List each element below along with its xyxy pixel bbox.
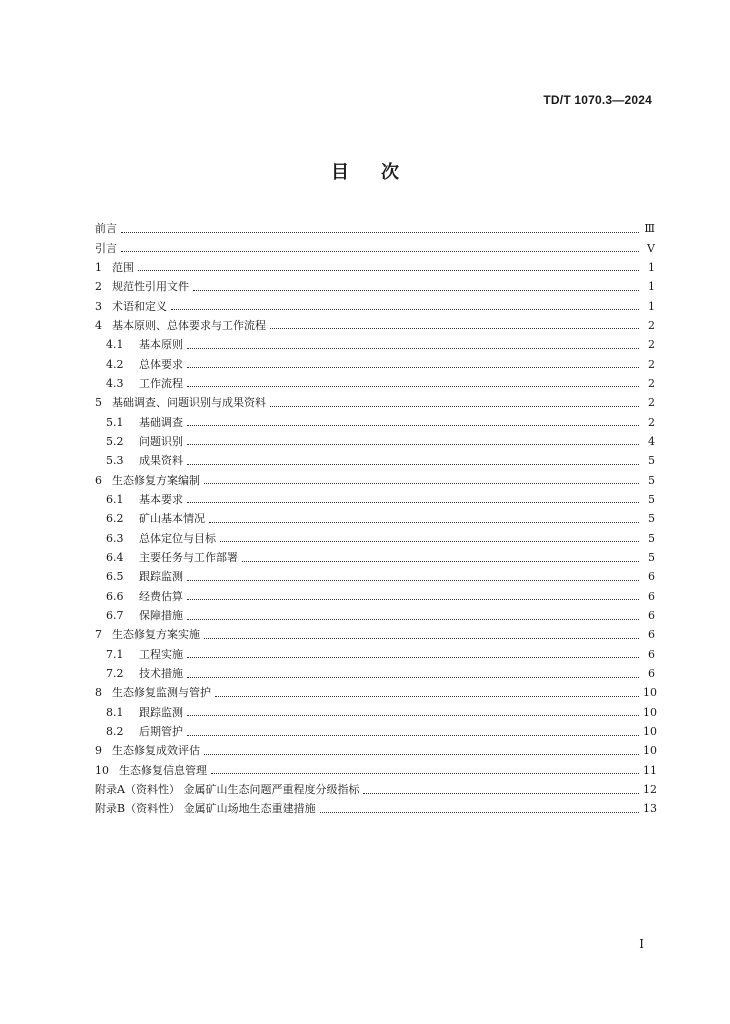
toc-dot-leader xyxy=(363,792,639,794)
toc-entry-number: 6.6 xyxy=(106,589,124,603)
toc-entry[interactable] xyxy=(95,625,655,644)
toc-dot-leader xyxy=(187,385,639,387)
toc-dot-leader xyxy=(193,289,639,291)
toc-entry-page: 6 xyxy=(648,589,655,603)
toc-entry[interactable] xyxy=(95,799,655,818)
toc-entry-title: 成果资料 xyxy=(139,454,183,468)
toc-entry-title: 主要任务与工作部署 xyxy=(139,551,238,565)
toc-entry-page: 5 xyxy=(648,531,655,545)
toc-entry-title: 后期管护 xyxy=(139,725,183,739)
toc-entry[interactable] xyxy=(95,432,655,451)
toc-dot-leader xyxy=(187,347,639,349)
toc-entry[interactable] xyxy=(95,664,655,683)
toc-dot-leader xyxy=(187,424,639,426)
toc-entry-title: 生态修复监测与管护 xyxy=(112,686,211,700)
toc-entry[interactable] xyxy=(95,219,655,238)
toc-dot-leader xyxy=(220,540,639,542)
toc-entry-page: 2 xyxy=(648,318,655,332)
toc-dot-leader xyxy=(187,598,639,600)
document-code: TD/T 1070.3—2024 xyxy=(543,93,652,107)
toc-entry-number: 5.2 xyxy=(106,434,124,448)
toc-entry-title: 生态修复方案编制 xyxy=(112,473,200,487)
toc-entry[interactable] xyxy=(95,296,655,315)
toc-entry-title: 经费估算 xyxy=(139,589,183,603)
toc-dot-leader xyxy=(270,405,639,407)
toc-dot-leader xyxy=(121,250,639,252)
toc-entry-number: 7.2 xyxy=(106,667,124,681)
toc-entry-number: 4.2 xyxy=(106,357,124,371)
toc-entry[interactable] xyxy=(95,548,655,567)
toc-entry-number: 6.7 xyxy=(106,609,124,623)
toc-entry-title: 规范性引用文件 xyxy=(112,280,189,294)
toc-entry-page: 12 xyxy=(643,783,657,797)
toc-entry-title: 基本要求 xyxy=(139,492,183,506)
toc-dot-leader xyxy=(270,327,639,329)
toc-dot-leader xyxy=(320,811,639,813)
toc-entry-page: 5 xyxy=(648,551,655,565)
toc-dot-leader xyxy=(187,366,639,368)
watermark: ​ xyxy=(219,603,241,630)
title-char-2: 次 xyxy=(381,162,399,183)
toc-entry-number: 6.5 xyxy=(106,570,124,584)
toc-dot-leader xyxy=(209,521,639,523)
toc-entry-title: 总体定位与目标 xyxy=(139,531,216,545)
toc-entry-page: 1 xyxy=(648,260,655,274)
toc-dot-leader xyxy=(215,695,639,697)
toc-entry-title: 范围 xyxy=(112,260,134,274)
toc-entry-page: 11 xyxy=(643,763,657,777)
toc-entry-title: 矿山基本情况 xyxy=(139,512,205,526)
toc-entry-page: 2 xyxy=(648,338,655,352)
toc-dot-leader xyxy=(187,714,639,716)
toc-entry-title: 生态修复方案实施 xyxy=(112,628,200,642)
toc-entry-title: 技术措施 xyxy=(139,667,183,681)
toc-entry-page: 4 xyxy=(648,434,655,448)
toc-dot-leader xyxy=(204,753,639,755)
toc-entry[interactable] xyxy=(95,567,655,586)
toc-dot-leader xyxy=(204,637,639,639)
toc-entry-page: 2 xyxy=(648,357,655,371)
toc-entry-title: 跟踪监测 xyxy=(139,570,183,584)
toc-entry-title: 基本原则 xyxy=(139,338,183,352)
toc-entry-page: 6 xyxy=(648,628,655,642)
toc-entry[interactable] xyxy=(95,509,655,528)
toc-dot-leader xyxy=(187,618,639,620)
toc-entry-title: 前言 xyxy=(95,222,117,236)
toc-entry-number: 9 xyxy=(95,744,102,758)
toc-entry-number: 8 xyxy=(95,686,102,700)
toc-entry-number: 6.1 xyxy=(106,492,124,506)
toc-entry-title: 生态修复信息管理 xyxy=(119,763,207,777)
toc-entry-number: 2 xyxy=(95,280,102,294)
toc-entry-page: 10 xyxy=(643,725,657,739)
toc-entry-title: 附录B（资料性） 金属矿山场地生态重建措施 xyxy=(95,802,316,816)
toc-dot-leader xyxy=(187,579,639,581)
toc-entry-number: 4.3 xyxy=(106,376,124,390)
toc-entry[interactable] xyxy=(95,722,655,741)
toc-entry-page: 5 xyxy=(648,454,655,468)
toc-entry-title: 总体要求 xyxy=(139,357,183,371)
toc-entry-page: 1 xyxy=(648,299,655,313)
toc-entry-number: 7 xyxy=(95,628,102,642)
toc-entry-title: 引言 xyxy=(95,241,117,255)
toc-entry-page: 5 xyxy=(648,473,655,487)
toc-entry-page: 6 xyxy=(648,570,655,584)
toc-entry-number: 6.2 xyxy=(106,512,124,526)
toc-entry-number: 6.3 xyxy=(106,531,124,545)
toc-entry-page: 5 xyxy=(648,512,655,526)
toc-dot-leader xyxy=(204,482,639,484)
toc-entry[interactable] xyxy=(95,316,655,335)
toc-entry-number: 4 xyxy=(95,318,102,332)
page-title xyxy=(0,158,730,184)
toc-entry[interactable] xyxy=(95,761,655,780)
toc-dot-leader xyxy=(242,560,639,562)
toc-entry-page: 10 xyxy=(643,744,657,758)
toc-entry[interactable] xyxy=(95,470,655,489)
toc-dot-leader xyxy=(187,463,639,465)
toc-entry[interactable] xyxy=(95,258,655,277)
toc-entry-number: 7.1 xyxy=(106,647,124,661)
toc-entry[interactable] xyxy=(95,741,655,760)
page-number: I xyxy=(639,937,644,951)
toc-entry-number: 6 xyxy=(95,473,102,487)
toc-entry-page: 2 xyxy=(648,376,655,390)
toc-entry-title: 生态修复成效评估 xyxy=(112,744,200,758)
toc-entry[interactable] xyxy=(95,683,655,702)
toc-dot-leader xyxy=(187,501,639,503)
toc-dot-leader xyxy=(211,772,639,774)
toc-entry[interactable] xyxy=(95,451,655,470)
toc-entry-page: 10 xyxy=(643,686,657,700)
toc-entry-title: 基础调查、问题识别与成果资料 xyxy=(112,396,266,410)
toc-entry[interactable] xyxy=(95,490,655,509)
toc-entry[interactable] xyxy=(95,277,655,296)
toc-entry-title: 基础调查 xyxy=(139,415,183,429)
toc-entry-title: 跟踪监测 xyxy=(139,705,183,719)
toc-entry[interactable] xyxy=(95,529,655,548)
toc-entry-title: 问题识别 xyxy=(139,434,183,448)
title-char-1: 目 xyxy=(331,162,349,183)
toc-dot-leader xyxy=(138,269,639,271)
toc-entry-page: 13 xyxy=(643,802,657,816)
toc-dot-leader xyxy=(171,308,639,310)
toc-entry[interactable] xyxy=(95,703,655,722)
toc-entry-number: 5.1 xyxy=(106,415,124,429)
toc-entry[interactable] xyxy=(95,412,655,431)
toc-entry-title: 基本原则、总体要求与工作流程 xyxy=(112,318,266,332)
toc-entry-page: Ⅴ xyxy=(647,241,655,255)
toc-entry-page: Ⅲ xyxy=(644,222,655,236)
toc-entry[interactable] xyxy=(95,374,655,393)
toc-entry[interactable] xyxy=(95,587,655,606)
toc-entry-page: 5 xyxy=(648,492,655,506)
toc-entry-page: 10 xyxy=(643,705,657,719)
toc-entry[interactable] xyxy=(95,354,655,373)
toc-dot-leader xyxy=(187,676,639,678)
toc-entry-number: 4.1 xyxy=(106,338,124,352)
toc-entry-title: 保障措施 xyxy=(139,609,183,623)
toc-dot-leader xyxy=(121,231,639,233)
toc-entry-number: 3 xyxy=(95,299,102,313)
toc-entry-number: 5 xyxy=(95,396,102,410)
toc-entry-title: 工作流程 xyxy=(139,376,183,390)
toc-entry[interactable] xyxy=(95,335,655,354)
toc-entry-title: 术语和定义 xyxy=(112,299,167,313)
toc-entry-page: 6 xyxy=(648,667,655,681)
toc-dot-leader xyxy=(187,443,639,445)
toc-entry-page: 2 xyxy=(648,396,655,410)
toc-entry-page: 6 xyxy=(648,609,655,623)
toc-entry[interactable] xyxy=(95,238,655,257)
toc-entry-number: 10 xyxy=(95,763,109,777)
toc-dot-leader xyxy=(187,734,639,736)
toc-entry-number: 8.1 xyxy=(106,705,124,719)
toc-entry-title: 工程实施 xyxy=(139,647,183,661)
toc-entry-page: 2 xyxy=(648,415,655,429)
toc-entry-number: 6.4 xyxy=(106,551,124,565)
toc-entry[interactable] xyxy=(95,645,655,664)
toc-entry[interactable] xyxy=(95,606,655,625)
toc-dot-leader xyxy=(187,656,639,658)
toc-entry[interactable] xyxy=(95,780,655,799)
toc-entry-number: 5.3 xyxy=(106,454,124,468)
toc-entry-page: 1 xyxy=(648,280,655,294)
toc-entry-page: 6 xyxy=(648,647,655,661)
table-of-contents xyxy=(95,219,655,819)
toc-entry-title: 附录A（资料性） 金属矿山生态问题严重程度分级指标 xyxy=(95,783,360,797)
toc-entry-number: 1 xyxy=(95,260,102,274)
toc-entry-number: 8.2 xyxy=(106,725,124,739)
toc-entry[interactable] xyxy=(95,393,655,412)
